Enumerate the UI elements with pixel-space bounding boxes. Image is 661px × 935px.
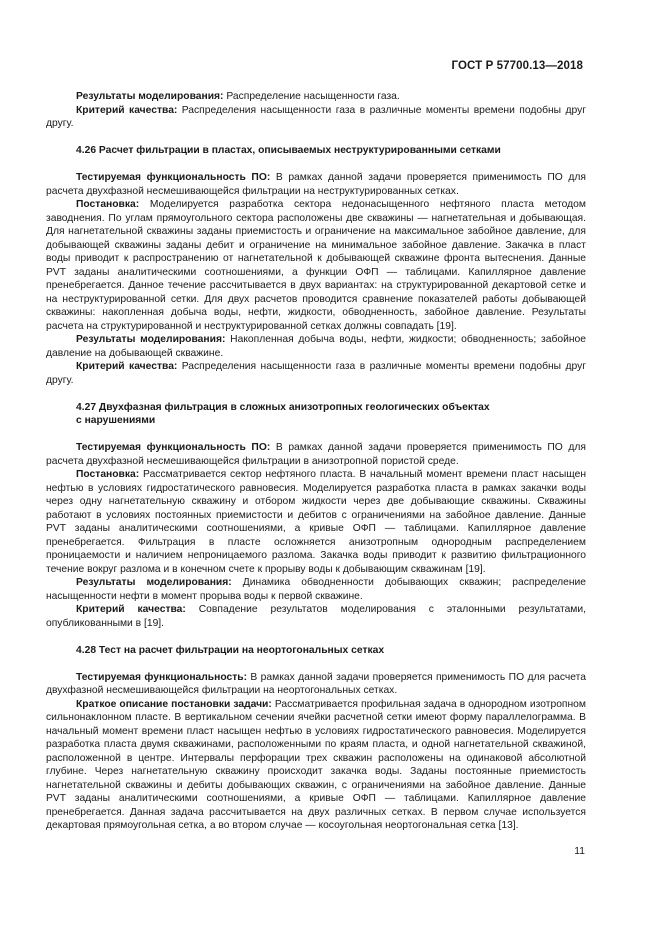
paragraph-label: Критерий качества: xyxy=(76,361,178,372)
paragraph-text: В рамках данной задачи проверяется применимость ПО для расчета двухфазной несмешивающейся фильтрации на неструктурированных сетках. xyxy=(46,172,586,197)
paragraph-text: Накопленная добыча воды, нефти, жидкости; обводненность; забойное давление на добывающей скважине. xyxy=(46,334,586,359)
section-heading xyxy=(46,644,586,658)
paragraph-text: Распределения насыщенности газа в различные моменты времени подобны друг другу. xyxy=(46,361,587,386)
paragraph-text: Динамика обводненности добывающих скважин; распределение насыщенности нефти в момент прорыва воды к первой скважине. xyxy=(46,577,586,602)
document-body xyxy=(46,90,586,833)
paragraph xyxy=(46,671,586,698)
paragraph-label: Постановка: xyxy=(76,199,140,210)
paragraph-text: Совпадение результатов моделирования с эталонными результатами, опубликованными в [19]. xyxy=(46,604,586,629)
paragraph xyxy=(46,90,586,104)
paragraph xyxy=(46,441,586,468)
paragraph-text: В рамках данной задачи проверяется применимость ПО для расчета двухфазной несмешивающейся фильтрации в анизотропной пористой среде. xyxy=(46,442,586,467)
spacer xyxy=(46,428,586,442)
section-heading xyxy=(46,401,586,428)
spacer xyxy=(46,387,586,401)
spacer xyxy=(46,158,586,172)
section-heading xyxy=(46,144,586,158)
paragraph-label: Результаты моделирования: xyxy=(76,577,232,588)
paragraph-label: Результаты моделирования: xyxy=(76,91,224,102)
section-heading-text: 4.28 Тест на расчет фильтрации на неортогональных сетках xyxy=(76,644,385,656)
paragraph-text: В рамках данной задачи проверяется применимость ПО для расчета двухфазной несмешивающейся фильтрации на неортогональных сетках. xyxy=(46,671,586,696)
spacer xyxy=(46,630,586,644)
paragraph xyxy=(46,576,586,603)
paragraph-label: Результаты моделирования: xyxy=(76,334,226,345)
paragraph xyxy=(46,171,586,198)
paragraph-label: Тестируемая функциональность ПО: xyxy=(76,442,271,453)
paragraph-text: Моделируется разработка сектора недонасыщенного нефтяного пласта методом заводнения. По углам прямоугольного сектора расположены две скважины — нагнетательная и добывающая. Для нагнетательной скважины заданы приемистость и ограничение на максимальное забойное давление, для добывающей скважины заданы дебит и ограничение на минимальное забойное давление. Закачка в пласт воды приводит к распространению от нагнетательной к добывающей скважине фронта вытеснения. Данные PVT заданы аналитическими соотношениями, а функции ОФП — таблицами. Капиллярное давление пренебрегается. Данное течение рассчитывается в двух вариантах: на структурированной декартовой сетке и на неструктурированной сетки. Для двух расчетов проводится сравнение показателей работы добывающей скважины: накопленная добыча воды, нефти, жидкости, обводненность, забойное давление. Результаты расчета на структурированной и неструктурированной сетках должны совпадать [19]. xyxy=(46,199,586,332)
paragraph-label: Тестируемая функциональность ПО: xyxy=(76,172,271,183)
document-header: ГОСТ Р 57700.13—2018 xyxy=(451,60,583,72)
paragraph-text: Распределения насыщенности газа в различные моменты времени подобны друг другу. xyxy=(46,104,587,129)
paragraph xyxy=(46,104,586,131)
paragraph xyxy=(46,198,586,333)
spacer xyxy=(46,657,586,671)
paragraph-label: Тестируемая функциональность: xyxy=(76,671,248,683)
paragraph xyxy=(46,603,586,630)
section-heading-text: 4.27 Двухфазная фильтрация в сложных анизотропных геологических объектах xyxy=(76,401,490,413)
paragraph-label: Краткое описание постановки задачи: xyxy=(76,698,272,710)
paragraph-label: Критерий качества: xyxy=(76,604,186,615)
paragraph xyxy=(46,333,586,360)
spacer xyxy=(46,131,586,145)
section-heading-text-continued: с нарушениями xyxy=(76,415,156,426)
paragraph xyxy=(46,698,586,833)
page-number: 11 xyxy=(574,846,585,857)
paragraph xyxy=(46,360,586,387)
paragraph-text: Рассматривается профильная задача в однородном изотропном сильнонаклонном пласте. В вертикальном сечении ячейки расчетной сетки имеют форму параллелограмма. В начальный момент времени пласт насыщен нефтью в условиях гидростатического равновесия. Моделируется разработка пласта двумя скважинами, расположенными по краям пласта, и одной нагнетательной скважиной, расположенной в центре. Интервалы перфорации трех скважин расположены на одинаковой абсолютной глубине. Через нагнетательную скважину происходит закачка воды. Заданы постоянные приемистость нагнетательной скважины и дебиты добывающих скважин, с ограничениями на забойное давление. Данные PVT заданы аналитическими соотношениями, а кривые ОФП — таблицами. Капиллярное давление пренебрегается. Данная задача рассчитывается на двух различных сетках. В первом случае используется декартовая прямоугольная сетка, а во втором случае — косоугольная неортогональная сетка [13]. xyxy=(46,698,586,831)
paragraph-text: Рассматривается сектор нефтяного пласта. В начальный момент времени пласт насыщен нефтью в условиях гидростатического равновесия. Моделируется разработка пласта в рамках закачки воды через одну нагнетательную скважину и отбором жидкости через две добывающие скважины. Скважины работают в условиях постоянных приемистости и дебитов с ограничениями на забойное давление. Данные PVT заданы аналитическими соотношениями, а кривые ОФП — таблицами. Капиллярное давление пренебрегается. Фильтрация в пласте осложняется анизотропным однородным распределением проницаемости и наличием непроницаемого разлома. Закачка воды приводит к развитию фильтрационного течение вокруг разлома и в конечном счете к прорыву воды к добывающим скважинам [19]. xyxy=(46,469,586,575)
paragraph xyxy=(46,468,586,576)
paragraph-text: Распределение насыщенности газа. xyxy=(223,91,400,102)
paragraph-label: Критерий качества: xyxy=(76,104,178,116)
paragraph-label: Постановка: xyxy=(76,469,140,480)
section-heading-text: 4.26 Расчет фильтрации в пластах, описываемых неструктурированными сетками xyxy=(76,145,501,156)
